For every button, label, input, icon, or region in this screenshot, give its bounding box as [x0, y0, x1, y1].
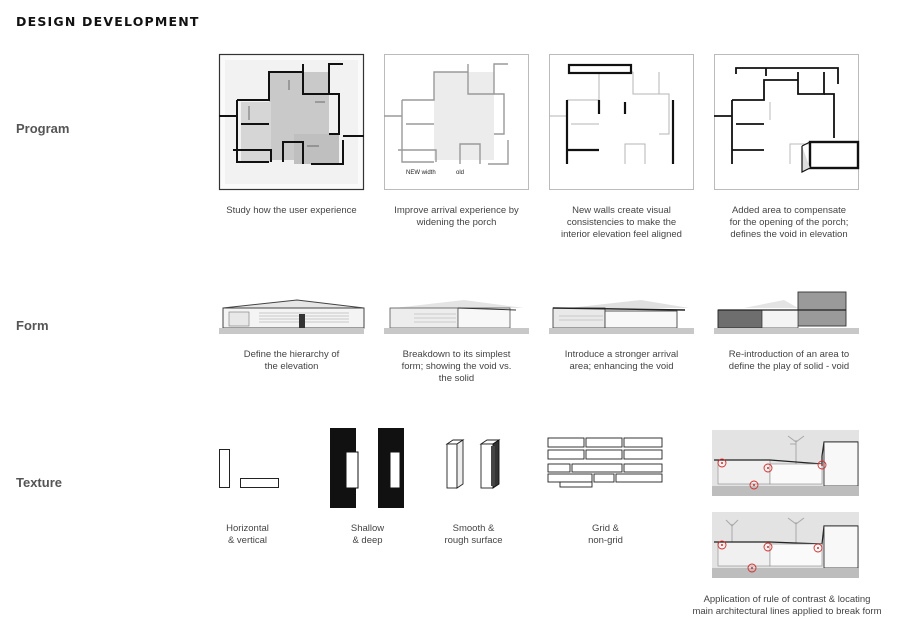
caption-texture-3: Smooth & rough surface	[444, 523, 503, 546]
program-plan-3	[549, 54, 694, 190]
texture-shallow-deep	[330, 428, 405, 510]
caption-texture-5: Application of rule of contrast & locating main architectural lines applied to break form	[692, 594, 882, 617]
caption-form-3: Introduce a stronger arrival area; enhancing the void	[564, 349, 679, 372]
texture-horizontal-vertical	[218, 448, 282, 490]
caption-texture-4: Grid & non-grid	[588, 523, 623, 546]
caption-program-3: New walls create visual consistencies to make the interior elevation feel aligned	[561, 205, 682, 240]
form-elevation-4	[714, 290, 859, 336]
form-elevation-1	[219, 294, 364, 336]
caption-texture-2: Shallow & deep	[350, 523, 385, 546]
plan-note-new-width: NEW width	[406, 170, 436, 176]
texture-contrast-elevation-2	[712, 512, 859, 578]
form-elevation-2	[384, 294, 529, 336]
texture-smooth-rough	[445, 438, 505, 490]
caption-program-1: Study how the user experience	[226, 205, 357, 216]
program-plan-1	[219, 54, 364, 190]
caption-program-2: Improve arrival experience by widening the porch	[394, 205, 519, 228]
row-label-program: Program	[16, 121, 70, 136]
row-label-texture: Texture	[16, 475, 62, 490]
caption-form-2: Breakdown to its simplest form; showing the void vs. the solid	[401, 349, 512, 384]
program-plan-2	[384, 54, 529, 190]
texture-grid-nongrid	[546, 436, 664, 490]
texture-contrast-elevation-1	[712, 430, 859, 496]
row-label-form: Form	[16, 318, 49, 333]
caption-form-1: Define the hierarchy of the elevation	[243, 349, 340, 372]
page-title: DESIGN DEVELOPMENT	[16, 14, 200, 29]
program-plan-4	[714, 54, 862, 190]
plan-note-old: old	[456, 170, 465, 176]
caption-texture-1: Horizontal & vertical	[226, 523, 269, 546]
form-elevation-3	[549, 294, 694, 336]
caption-program-4: Added area to compensate for the opening of the porch; defines the void in elevation	[729, 205, 849, 240]
caption-form-4: Re-introduction of an area to define the play of solid - void	[728, 349, 850, 372]
